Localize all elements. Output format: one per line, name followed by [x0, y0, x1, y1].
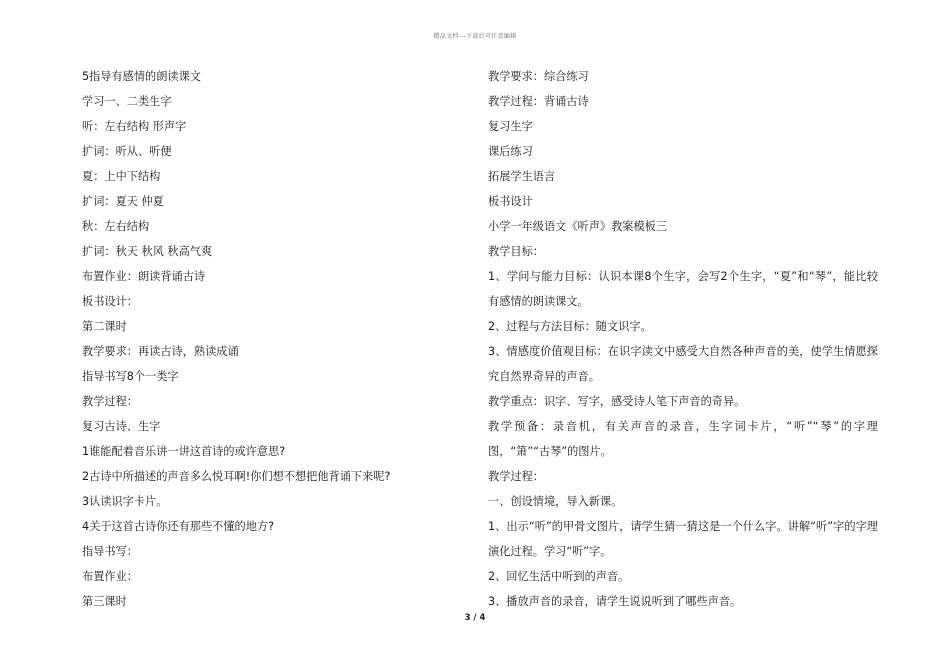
text-line: 指导书写8个一类字	[82, 370, 179, 383]
text-line: 复习生字	[488, 120, 533, 133]
text-line: 教学过程：	[488, 470, 544, 483]
text-line: 扩词：秋天 秋风 秋高气爽	[82, 245, 213, 258]
text-line: 板书设计	[488, 195, 533, 208]
text-line: 教学过程：背诵古诗	[488, 95, 589, 108]
text-line: 课后练习	[488, 145, 533, 158]
text-line: 复习古诗、生字	[82, 420, 161, 433]
page-number: 3 / 4	[464, 613, 486, 623]
text-line: 5指导有感情的朗读课文	[82, 70, 201, 83]
text-line: 小学一年级语文《听声》教案模板三	[488, 220, 668, 233]
text-line: 教学要求：综合练习	[488, 70, 589, 83]
text-line: 1谁能配着音乐讲一讲这首诗的或许意思?	[82, 445, 286, 458]
text-line: 夏：上中下结构	[82, 170, 161, 183]
text-line: 指导书写：	[82, 545, 138, 558]
text-line: 一、创设情境，导入新课。	[488, 495, 623, 508]
page-header-watermark: 精品文档---下载后可任意编辑	[433, 33, 517, 40]
text-line: 2、回忆生活中听到的声音。	[488, 570, 630, 583]
text-line: 3认读识字卡片。	[82, 495, 168, 508]
text-line: 2、过程与方法目标：随文识字。	[488, 320, 652, 333]
text-line: 听：左右结构 形声字	[82, 120, 187, 133]
text-line: 教学要求：再读古诗，熟读成诵	[82, 345, 239, 358]
text-line: 布置作业：朗读背诵古诗	[82, 270, 206, 283]
text-line: 4关于这首古诗你还有那些不懂的地方?	[82, 520, 275, 533]
text-paragraph: 1、出示“听”的甲骨文图片，请学生猜一猜这是一个什么字。讲解“听”字的字理演化过程。学习“听”字。	[488, 520, 878, 558]
text-line: 扩词：听从、听便	[82, 145, 172, 158]
text-line: 3、播放声音的录音，请学生说说听到了哪些声音。	[488, 595, 742, 608]
text-paragraph: 3、情感度价值观目标：在识字读文中感受大自然各种声音的美，使学生情愿探究自然界奇异的声音。	[488, 345, 878, 383]
text-line: 教学目标：	[488, 245, 544, 258]
text-line: 2古诗中所描述的声音多么悦耳啊!你们想不想把他背诵下来呢?	[82, 470, 391, 483]
text-line: 学习一、二类生字	[82, 95, 172, 108]
text-paragraph: 1、学问与能力目标：认识本课8个生字，会写2个生字，“夏”和“琴”，能比较有感情的朗读课文。	[488, 270, 878, 308]
text-paragraph: 教学预备：录音机，有关声音的录音，生字词卡片，“听”“琴”的字理图，“箫”“古琴”的图片。	[488, 420, 878, 458]
left-text-column	[82, 64, 412, 614]
text-line: 教学过程：	[82, 395, 138, 408]
text-line: 布置作业：	[82, 570, 138, 583]
text-line: 板书设计：	[82, 295, 138, 308]
text-line: 第二课时	[82, 320, 127, 333]
text-line: 第三课时	[82, 595, 127, 608]
text-line: 教学重点：识字、写字，感受诗人笔下声音的奇异。	[488, 395, 746, 408]
text-line: 扩词：夏天 仲夏	[82, 195, 164, 208]
text-line: 秋：左右结构	[82, 220, 150, 233]
right-text-column	[488, 64, 878, 614]
text-line: 拓展学生语言	[488, 170, 556, 183]
